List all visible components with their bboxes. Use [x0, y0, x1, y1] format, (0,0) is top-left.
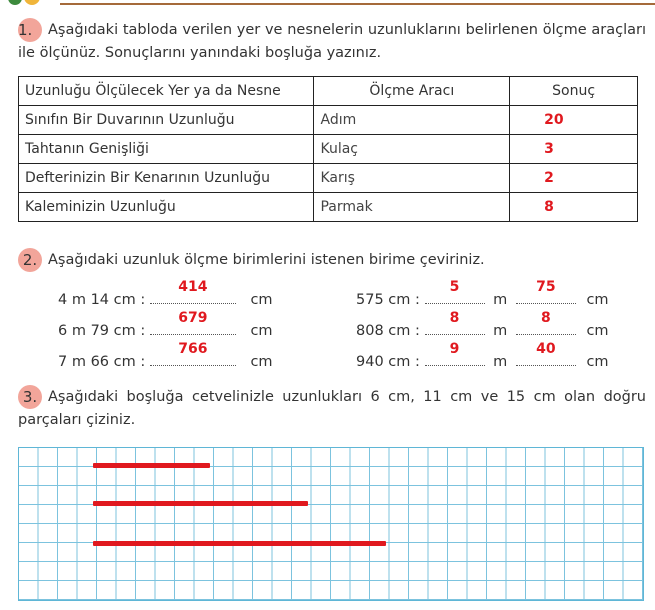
conversion-expr: 940 cm : — [356, 354, 420, 370]
drawn-segment-6cm — [93, 463, 210, 468]
question-number-badge: 1. — [18, 18, 42, 42]
table-row — [19, 135, 638, 164]
conversion-expr: 6 m 79 cm : — [58, 323, 146, 339]
answer-value: 414 — [178, 279, 208, 295]
question-number-badge: 2. — [18, 248, 42, 272]
answer-blank-cm[interactable] — [516, 310, 576, 335]
answer-blank-m[interactable] — [425, 341, 485, 366]
unit-label: cm — [250, 354, 273, 370]
question-number-badge: 3. — [18, 385, 42, 409]
question-1 — [18, 18, 646, 64]
unit-label: cm — [586, 354, 609, 370]
conversion-expr: 575 cm : — [356, 292, 420, 308]
answer-value: 40 — [536, 341, 556, 357]
question-1-prompt: Aşağıdaki tabloda verilen yer ve nesnelerin uzunluklarını belirlenen ölçme araçları ile ölçünüz. Sonuçlarını yanındaki boşluğa yazınız. — [18, 22, 646, 61]
answer-value: 5 — [449, 279, 460, 295]
row-tool: Adım — [314, 106, 510, 135]
unit-label: cm — [586, 292, 609, 308]
row-item: Defterinizin Bir Kenarının Uzunluğu — [19, 164, 314, 193]
answer-blank[interactable] — [150, 341, 236, 366]
row-tool: Karış — [314, 164, 510, 193]
drawn-segment-11cm — [93, 501, 308, 506]
row-result[interactable]: 20 — [510, 106, 638, 135]
unit-label: m — [493, 354, 508, 370]
conversion-right-2 — [356, 310, 609, 339]
row-item: Kaleminizin Uzunluğu — [19, 193, 314, 222]
answer-blank[interactable] — [150, 279, 236, 304]
row-tool: Kulaç — [314, 135, 510, 164]
header-rule — [60, 3, 655, 5]
measurement-table — [18, 76, 638, 222]
drawn-segment-15cm — [93, 541, 386, 546]
row-result[interactable]: 2 — [510, 164, 638, 193]
answer-value: 766 — [178, 341, 208, 357]
question-2-prompt: Aşağıdaki uzunluk ölçme birimlerini istenen birime çeviriniz. — [48, 252, 485, 268]
flower-icon — [24, 0, 40, 5]
answer-blank[interactable] — [150, 310, 236, 335]
question-3-text — [18, 385, 646, 431]
row-tool: Parmak — [314, 193, 510, 222]
top-decoration — [0, 0, 655, 6]
conversion-left-2 — [58, 310, 273, 339]
answer-blank-cm[interactable] — [516, 341, 576, 366]
conversion-left-1 — [58, 279, 273, 308]
answer-blank-cm[interactable] — [516, 279, 576, 304]
unit-label: cm — [250, 323, 273, 339]
column-header-tool: Ölçme Aracı — [314, 77, 510, 106]
question-3 — [18, 385, 646, 431]
answer-value: 8 — [449, 310, 460, 326]
conversion-expr: 4 m 14 cm : — [58, 292, 146, 308]
conversion-expr: 808 cm : — [356, 323, 420, 339]
unit-label: m — [493, 292, 508, 308]
row-item: Sınıfın Bir Duvarının Uzunluğu — [19, 106, 314, 135]
table-row — [19, 106, 638, 135]
answer-value: 9 — [449, 341, 460, 357]
answer-blank-m[interactable] — [425, 310, 485, 335]
question-1-text — [18, 18, 646, 64]
answer-value: 679 — [178, 310, 208, 326]
question-2 — [18, 248, 485, 272]
conversion-right-3 — [356, 341, 609, 370]
row-item: Tahtanın Genişliği — [19, 135, 314, 164]
column-header-object: Uzunluğu Ölçülecek Yer ya da Nesne — [19, 77, 314, 106]
table-row — [19, 193, 638, 222]
row-result[interactable]: 3 — [510, 135, 638, 164]
drawing-grid[interactable] — [18, 447, 644, 601]
answer-value: 75 — [536, 279, 556, 295]
leaf-icon — [8, 0, 22, 5]
table-row — [19, 164, 638, 193]
answer-value: 8 — [540, 310, 551, 326]
conversion-expr: 7 m 66 cm : — [58, 354, 146, 370]
unit-label: m — [493, 323, 508, 339]
answer-blank-m[interactable] — [425, 279, 485, 304]
conversion-right-1 — [356, 279, 609, 308]
column-header-result: Sonuç — [510, 77, 638, 106]
table-header-row — [19, 77, 638, 106]
unit-label: cm — [586, 323, 609, 339]
question-3-prompt: Aşağıdaki boşluğa cetvelinizle uzunlukları 6 cm, 11 cm ve 15 cm olan doğru parçaları çiziniz. — [18, 389, 646, 428]
row-result[interactable]: 8 — [510, 193, 638, 222]
conversion-left-3 — [58, 341, 273, 370]
unit-label: cm — [250, 292, 273, 308]
